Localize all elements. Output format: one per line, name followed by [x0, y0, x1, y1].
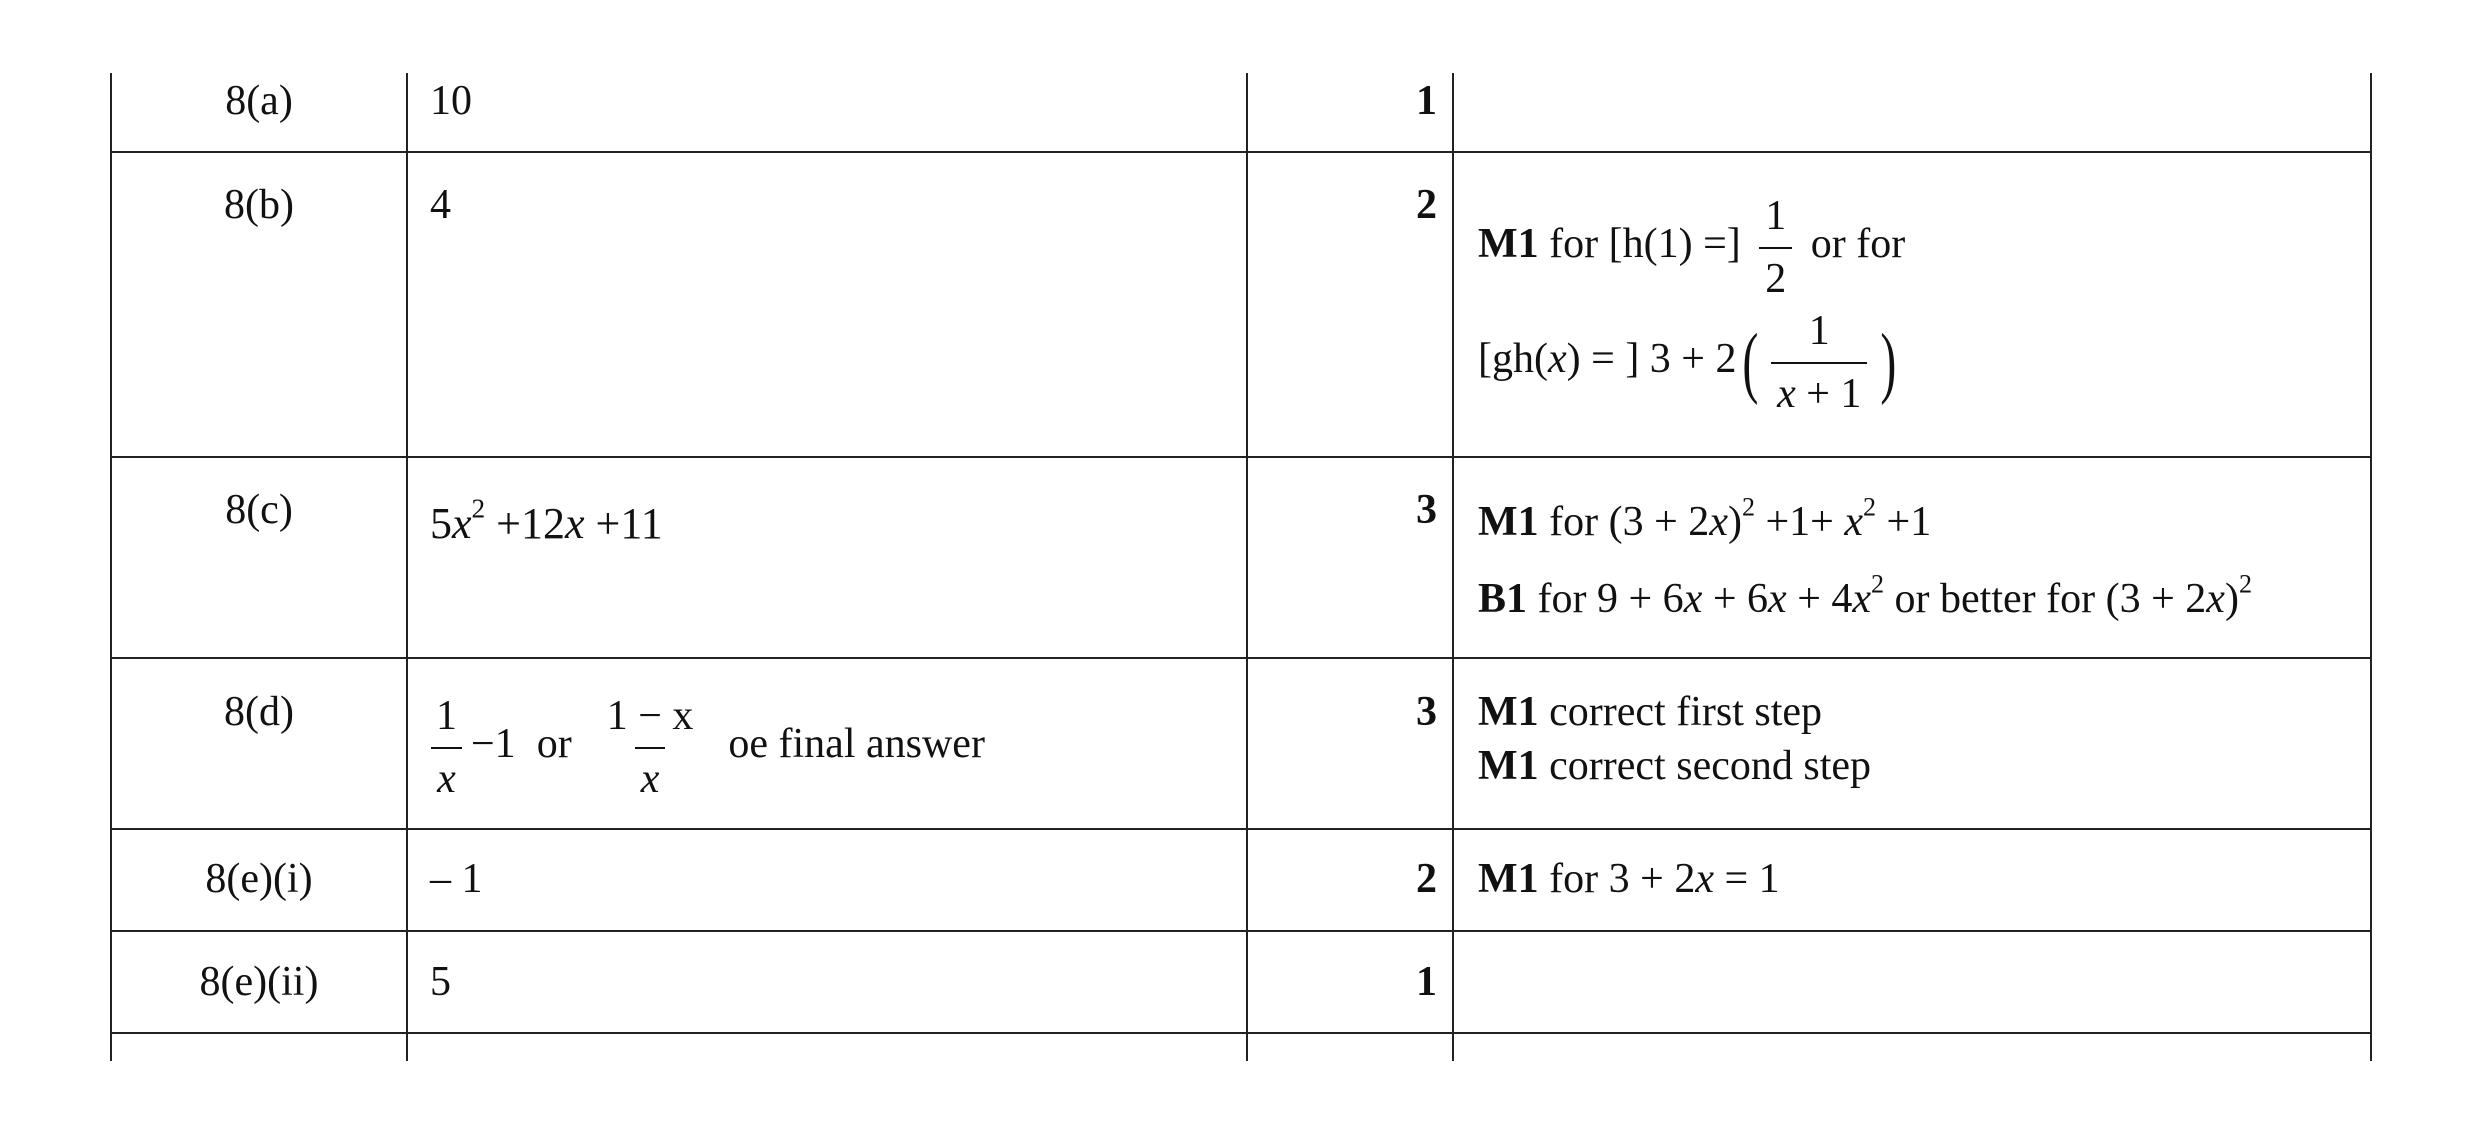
marks: 1 — [1416, 78, 1437, 124]
marks: 2 — [1416, 856, 1437, 902]
guidance-line — [1478, 492, 1932, 549]
guidance-text: +1 — [1876, 499, 1932, 545]
mark-code: B1 — [1478, 576, 1528, 622]
answer: – 1 — [430, 856, 483, 902]
guidance-text: or for — [1800, 221, 1906, 268]
numerator: 1 − x — [606, 693, 694, 739]
mark-code: M1 — [1478, 499, 1539, 545]
guidance-text: for [h(1) =] — [1538, 221, 1752, 268]
denominator: 2 — [1759, 247, 1792, 306]
marks: 2 — [1416, 182, 1437, 228]
variable: x — [452, 499, 472, 548]
left-paren: ( — [1741, 317, 1758, 406]
variable: x — [565, 499, 585, 548]
term: 5 — [430, 499, 452, 548]
guidance-line — [1478, 686, 1822, 739]
question-part: 8(b) — [224, 182, 294, 228]
variable: x — [1695, 856, 1714, 902]
parenthesized-fraction — [1737, 305, 1903, 420]
fraction — [1771, 305, 1867, 420]
variable: x — [1709, 499, 1728, 545]
row-border — [110, 930, 2372, 932]
guidance-text: ) — [1727, 499, 1742, 545]
guidance-text: correct first step — [1538, 689, 1823, 735]
row-border — [110, 828, 2372, 830]
guidance-line — [1478, 569, 2252, 626]
numerator: 1 — [1765, 193, 1787, 239]
exponent: 2 — [1863, 492, 1877, 522]
answer-text: or — [515, 721, 593, 768]
row-border — [110, 657, 2372, 659]
mark-code: M1 — [1478, 856, 1539, 902]
column-border — [2370, 73, 2372, 1061]
numerator: 1 — [436, 693, 457, 739]
guidance-text: or better for (3 + 2 — [1884, 576, 2207, 622]
guidance-text: +1+ — [1754, 499, 1845, 545]
answer — [430, 690, 985, 805]
mark-code: M1 — [1478, 743, 1539, 789]
variable: x — [1777, 370, 1796, 417]
guidance-text: ) = ] 3 + 2 — [1566, 336, 1737, 383]
variable: x — [2206, 576, 2225, 622]
numerator: 1 — [1808, 308, 1830, 354]
guidance-line — [1478, 305, 1902, 420]
denominator-rest: + 1 — [1795, 370, 1862, 417]
row-border — [110, 151, 2372, 153]
exponent: 2 — [2238, 569, 2252, 599]
column-border — [1452, 73, 1454, 1061]
exponent: 2 — [1741, 492, 1755, 522]
denominator: x — [635, 747, 666, 806]
answer: 5 — [430, 959, 451, 1005]
question-part: 8(e)(ii) — [199, 959, 319, 1005]
variable: x — [1844, 499, 1864, 545]
guidance-text: for 3 + 2 — [1538, 856, 1696, 902]
marks: 3 — [1416, 487, 1437, 533]
variable: x — [1768, 576, 1787, 622]
guidance-text: + 6 — [1702, 576, 1769, 622]
fraction — [1759, 190, 1792, 305]
mark-code: M1 — [1478, 689, 1539, 735]
marks: 1 — [1416, 959, 1437, 1005]
exponent: 2 — [1871, 569, 1885, 599]
answer-text: −1 — [471, 721, 516, 768]
marks: 3 — [1416, 689, 1437, 735]
guidance-text: = 1 — [1713, 856, 1780, 902]
guidance-line — [1478, 853, 1780, 906]
question-part: 8(d) — [224, 689, 294, 735]
guidance-text: for (3 + 2 — [1538, 499, 1710, 545]
guidance-text: correct second step — [1538, 743, 1872, 789]
fraction — [430, 690, 463, 805]
term: +11 — [584, 499, 663, 548]
guidance-text: ) — [2224, 576, 2239, 622]
guidance-text: [gh( — [1478, 336, 1548, 383]
guidance-line — [1478, 190, 1905, 305]
row-border — [110, 1032, 2372, 1034]
answer-text: oe final answer — [707, 721, 985, 768]
fraction — [601, 690, 700, 805]
question-part: 8(c) — [225, 487, 293, 533]
exponent: 2 — [471, 493, 486, 524]
question-part: 8(a) — [225, 78, 293, 124]
variable: x — [1547, 336, 1567, 383]
denominator — [1771, 362, 1867, 421]
mark-code: M1 — [1478, 221, 1539, 268]
guidance-text: + 4 — [1786, 576, 1853, 622]
term: +12 — [485, 499, 565, 548]
question-part: 8(e)(i) — [205, 856, 313, 902]
right-paren: ) — [1880, 317, 1897, 406]
answer: 10 — [430, 78, 472, 124]
row-border — [110, 456, 2372, 458]
answer — [430, 493, 663, 551]
variable: x — [1683, 576, 1703, 622]
answer: 4 — [430, 182, 451, 228]
guidance-line — [1478, 740, 1871, 793]
variable: x — [1852, 576, 1872, 622]
denominator: x — [431, 747, 462, 806]
guidance-text: for 9 + 6 — [1527, 576, 1684, 622]
